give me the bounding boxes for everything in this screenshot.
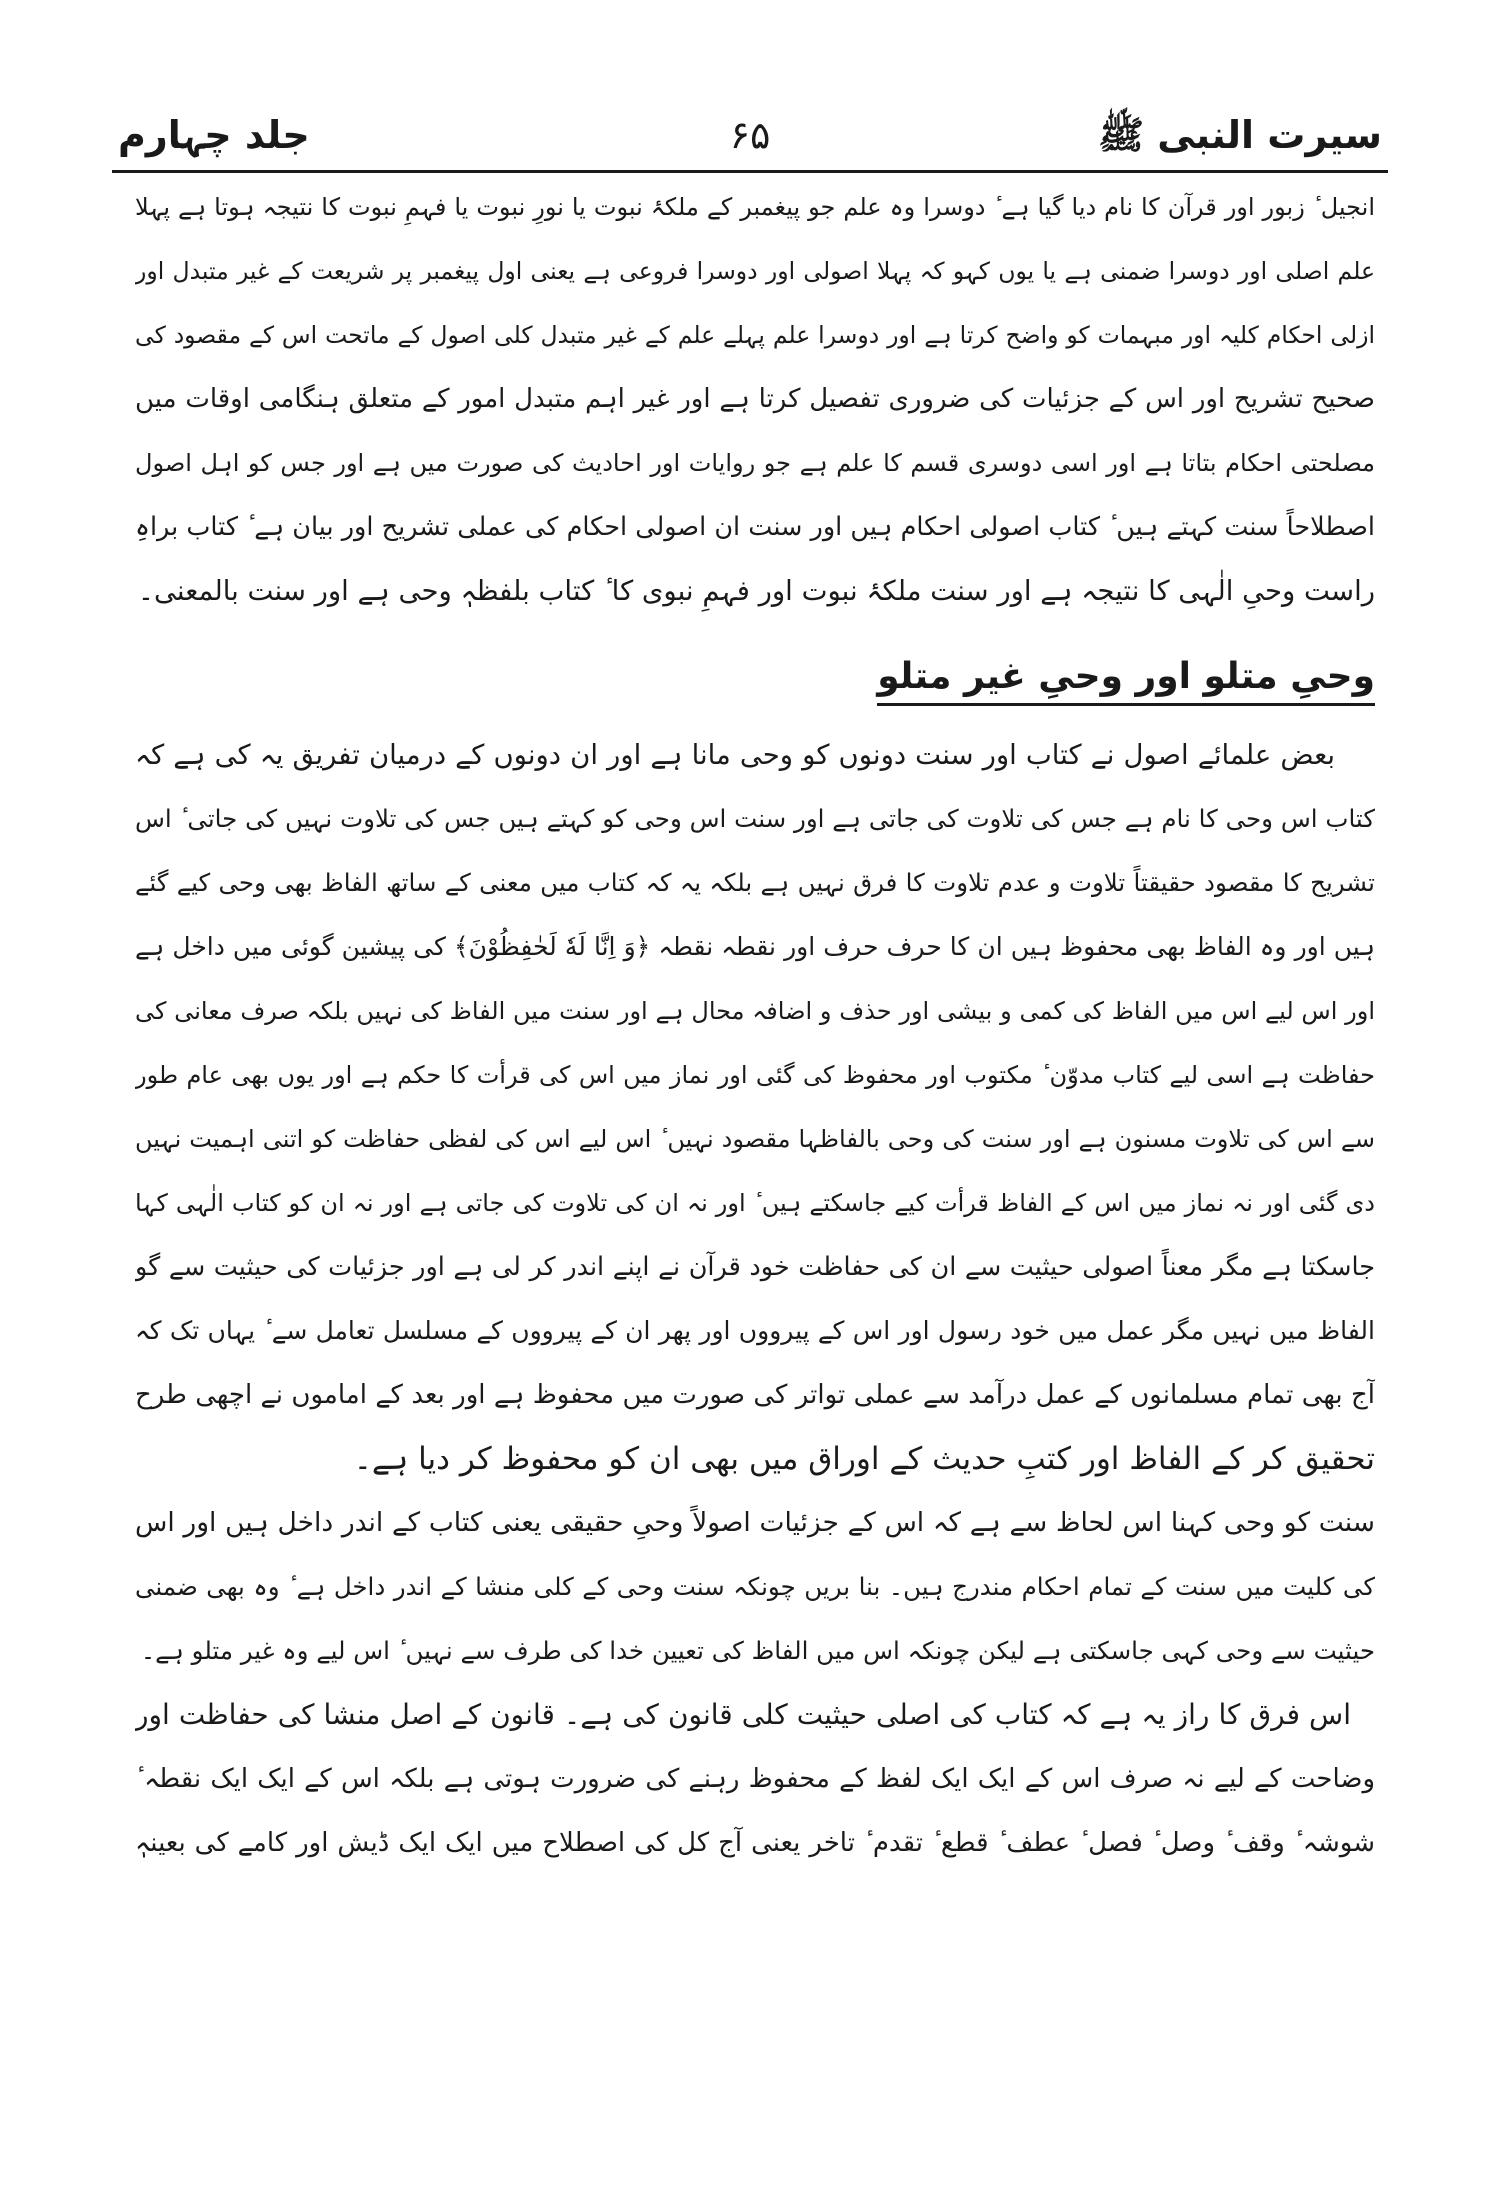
text-line: صحیح تشریح اور اس کے جزئیات کی ضروری تفصیل کرتا ہے اور غیر اہم متبدل امور کے متعلق ہنگامی اوقات میں (135, 384, 1375, 414)
body-text (135, 175, 1375, 1875)
paragraph-3 (135, 1491, 1375, 1683)
text-line: سنت کو وحی کہنا اس لحاظ سے ہے کہ اس کے جزئیات اصولاً وحیِ حقیقی یعنی کتاب کے اندر داخل ہیں اور اس (135, 1507, 1375, 1538)
volume-label: جلد چہارم (118, 113, 310, 157)
text-line: الفاظ میں نہیں مگر عمل میں خود رسول اور اس کے پیرووں اور پھر ان کے پیرووں کے مسلسل تعامل سے ٔ یہاں تک کہ (135, 1316, 1375, 1345)
book-title: سیرت النبی ﷺ (1098, 113, 1382, 157)
text-line: اس فرق کا راز یہ ہے کہ کتاب کی اصلی حیثیت کلی قانون کی ہے۔ قانون کے اصل منشا کی حفاظت اور (135, 1698, 1351, 1731)
text-line: انجیل ٔ زبور اور قرآن کا نام دیا گیا ہے ٔ دوسرا وہ علم جو پیغمبر کے ملکۂ نبوت یا نورِ نبوت یا فہمِ نبوت کا نتیجہ ہوتا ہے پہلا (135, 193, 1375, 221)
page-header (118, 105, 1382, 165)
text-line: حیثیت سے وحی کہی جاسکتی ہے لیکن چونکہ اس میں الفاظ کی تعیین خدا کی طرف سے نہیں ٔ اس لیے وہ غیر متلو ہے۔ (140, 1636, 1375, 1665)
text-line: علم اصلی اور دوسرا ضمنی ہے یا یوں کہو کہ پہلا اصولی اور دوسرا فروعی ہے یعنی اول پیغمبر پر شریعت کے غیر متبدل اور (135, 257, 1375, 285)
header-divider (112, 170, 1388, 173)
text-line: مصلحتی احکام بتاتا ہے اور اسی دوسری قسم کا علم ہے جو روایات اور احادیث کی صورت میں ہے اور جس کو اہل اصول (135, 449, 1375, 477)
section-heading: وحیِ متلو اور وحیِ غیر متلو (877, 653, 1375, 706)
text-line: شوشہ ٔ وقف ٔ وصل ٔ فصل ٔ عطف ٔ قطع ٔ تقدم ٔ تاخر یعنی آج کل کی اصطلاح میں ایک ایک ڈیش اور کامے کی بعینہٖ (135, 1828, 1375, 1858)
text-line: وضاحت کے لیے نہ صرف اس کے ایک ایک لفظ کے محفوظ رہنے کی ضرورت ہوتی ہے بلکہ اس کے ایک ایک نقطہ ٔ (135, 1764, 1375, 1794)
text-line: اور اس لیے اس میں الفاظ کی کمی و بیشی اور حذف و اضافہ محال ہے اور سنت میں الفاظ کی نہیں بلکہ صرف معانی کی (135, 997, 1375, 1025)
paragraph-2 (135, 723, 1375, 1491)
text-line: جاسکتا ہے مگر معناً اصولی حیثیت سے ان کی حفاظت خود قرآن نے اپنے اندر کر لی ہے اور جزئیات کی حیثیت سے گو (135, 1252, 1375, 1282)
page-number: ۶۵ (729, 113, 771, 157)
text-line: راست وحیِ الٰہی کا نتیجہ ہے اور سنت ملکۂ نبوت اور فہمِ نبوی کا ٔ کتاب بلفظہٖ وحی ہے اور سنت بالمعنی۔ (137, 575, 1375, 607)
text-line: آج بھی تمام مسلمانوں کے عمل درآمد سے عملی تواتر کی صورت میں محفوظ ہے اور بعد کے اماموں نے اچھی طرح (135, 1380, 1375, 1410)
section-heading-row (135, 623, 1375, 723)
text-line: ازلی احکام کلیہ اور مبہمات کو واضح کرتا ہے اور دوسرا علم پہلے علم کے غیر متبدل کلی اصول کے ماتحت اس کے مقصود کی (135, 321, 1375, 349)
text-line: ہیں اور وہ الفاظ بھی محفوظ ہیں ان کا حرف حرف اور نقطہ نقطہ ﴿وَ اِنَّا لَهٗ لَحٰفِظُوْنَ﴾ کی پیشین گوئی میں داخل ہے (135, 932, 1375, 961)
text-line: سے اس کی تلاوت مسنون ہے اور سنت کی وحی بالفاظہا مقصود نہیں ٔ اس لیے اس کی لفظی حفاظت کو اتنی اہمیت نہیں (135, 1125, 1375, 1153)
text-line: تحقیق کر کے الفاظ اور کتبِ حدیث کے اوراق میں بھی ان کو محفوظ کر دیا ہے۔ (353, 1441, 1375, 1477)
text-line: بعض علمائے اصول نے کتاب اور سنت دونوں کو وحی مانا ہے اور ان دونوں کے درمیان تفریق یہ کی ہے کہ (135, 739, 1335, 771)
text-line: کتاب اس وحی کا نام ہے جس کی تلاوت کی جاتی ہے اور سنت اس وحی کو کہتے ہیں جس کی تلاوت نہیں کی جاتی ٔ اس (135, 804, 1375, 833)
paragraph-1 (135, 175, 1375, 623)
text-line: حفاظت ہے اسی لیے کتاب مدوّن ٔ مکتوب اور محفوظ کی گئی اور نماز میں اس کی قرأت کا حکم ہے اور یوں بھی عام طور (135, 1061, 1375, 1089)
paragraph-4 (135, 1683, 1375, 1875)
text-line: دی گئی اور نہ نماز میں اس کے الفاظ قرأت کیے جاسکتے ہیں ٔ اور نہ ان کی تلاوت کی جاتی ہے اور نہ ان کو کتاب الٰہی کہا (135, 1189, 1375, 1217)
text-line: کی کلیت میں سنت کے تمام احکام مندرج ہیں۔ بنا بریں چونکہ سنت وحی کے کلی منشا کے اندر داخل ہے ٔ وہ بھی ضمنی (135, 1572, 1375, 1601)
text-line: اصطلاحاً سنت کہتے ہیں ٔ کتاب اصولی احکام ہیں اور سنت ان اصولی احکام کی عملی تشریح اور بیان ہے ٔ کتاب براہِ (135, 512, 1375, 542)
text-line: تشریح کا مقصود حقیقتاً تلاوت و عدم تلاوت کا فرق نہیں ہے بلکہ یہ کہ کتاب میں معنی کے ساتھ الفاظ بھی وحی کیے گئے (135, 868, 1375, 897)
